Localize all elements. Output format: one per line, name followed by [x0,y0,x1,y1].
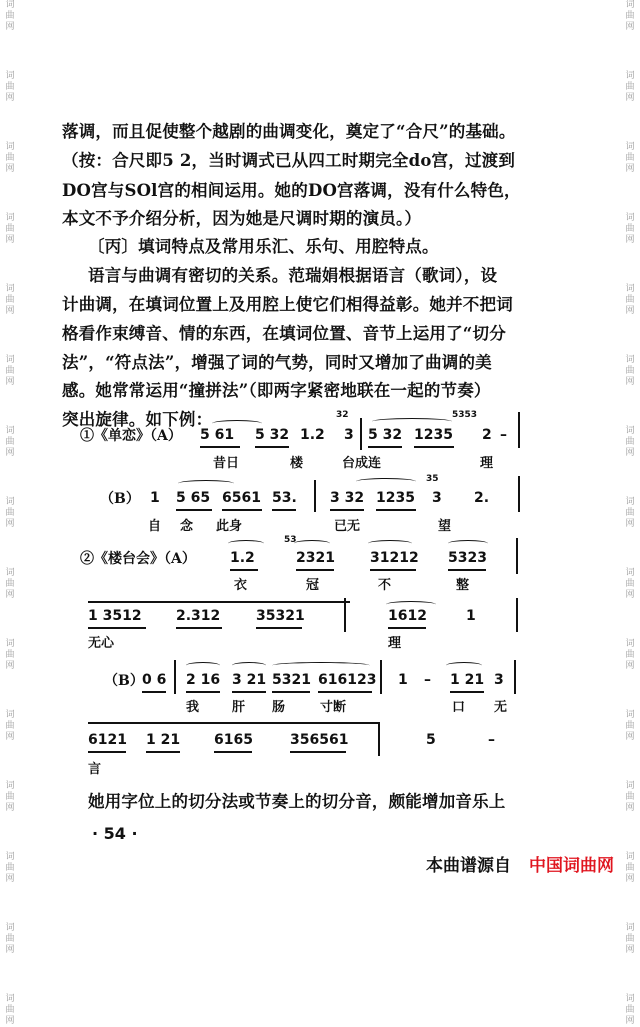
text-line-6: 语言与曲调有密切的关系。范瑞娟根据语言（歌词），设 [88,266,498,285]
note-group: – [500,427,507,443]
grace-note: 53 [284,535,297,545]
source-prefix: 本曲谱源自 [426,856,511,876]
note-group: 1 21 [146,732,181,748]
barline [378,722,380,756]
lyric: 整 [456,578,470,593]
tie [232,662,266,669]
lyric: 无心 [88,636,115,651]
barline [518,412,520,448]
beam [370,569,416,571]
note-group: 1235 [414,427,453,443]
closing-line: 她用字位上的切分法或节奏上的切分音，颇能增加音乐上 [88,792,506,811]
lyric: 不 [378,578,392,593]
note-group: 1 3512 [88,608,142,624]
note-group: 1.2 [300,427,325,443]
lyric: 昔日 [213,456,240,471]
tie [228,540,264,547]
note-group: 5 65 [176,490,211,506]
note-group: 6165 [214,732,253,748]
tie [448,540,488,547]
tie [446,662,482,669]
lyric: 无 [494,700,508,715]
note-group: – [424,672,431,688]
beam [186,691,220,693]
note-group: 5323 [448,550,487,566]
note-group: 3 21 [232,672,267,688]
lyric: 寸断 [320,700,347,715]
lyric: 楼 [290,456,304,471]
lyric: 肠 [272,700,286,715]
tie [272,662,370,669]
barline [516,538,518,574]
page-number: · 54 · [92,824,138,843]
tie [178,480,234,487]
source-credit [426,851,614,876]
beam [376,509,416,511]
beam [222,509,262,511]
note-group: 2. [474,490,490,506]
note-group: 5 32 [255,427,290,443]
beam [448,569,486,571]
phrase-line [88,601,350,603]
note-group: 1.2 [230,550,255,566]
note-group: 2321 [296,550,335,566]
note-group: 3 32 [330,490,365,506]
beam [318,691,372,693]
beam [88,751,126,753]
watermark-left: 词曲网 词曲网 词曲网 词曲网 词曲网 词曲网 词曲网 词曲网 词曲网 词曲网 词曲网 词曲网 词曲网 词曲网 词曲网 [5,0,15,1026]
note-group: 5321 [272,672,311,688]
beam [230,569,258,571]
phrase-line [88,722,378,724]
text-line-4: 本文不予介绍分析，因为她是尺调时期的演员。） [62,209,422,228]
note-group: 1612 [388,608,427,624]
lyric: 台成连 [342,456,382,471]
lyric: 望 [438,519,452,534]
beam [146,751,180,753]
beam [214,751,252,753]
tie [386,601,436,608]
example-1b-label: （B） [100,491,140,507]
text-line-7: 计曲调，在填词位置上及用腔上使它们相得益彰。她并不把词 [62,295,513,314]
lyric: 衣 [234,578,248,593]
grace-note: 5353 [452,410,478,420]
beam [176,627,222,629]
lyric: 我 [186,700,200,715]
barline [344,598,346,632]
note-group: 5 [426,732,436,748]
barline [514,660,516,694]
note-group: 2.312 [176,608,221,624]
text-line-3: DO宫与SOl宫的相间运用。她的DO宫落调，没有什么特色， [62,181,521,200]
note-group: 5 61 [200,427,235,443]
note-group: – [488,732,495,748]
beam [176,509,212,511]
note-group: 1 [398,672,408,688]
note-group: 1 [466,608,476,624]
beam [88,627,146,629]
beam [414,446,454,448]
text-line-2: （按：合尺即5 2，当时调式已从四工时期完全do宫，过渡到 [62,151,516,170]
beam [272,691,310,693]
lyric: 自 [148,519,162,534]
note-group: 2 [482,427,492,443]
beam [450,691,484,693]
beam [272,509,296,511]
tie [356,478,416,485]
tie [372,418,452,425]
barline [380,660,382,694]
note-group: 0 6 [142,672,167,688]
note-group: 3 [494,672,504,688]
barline [518,476,520,512]
watermark-right: 词曲网 词曲网 词曲网 词曲网 词曲网 词曲网 词曲网 词曲网 词曲网 词曲网 词曲网 词曲网 词曲网 词曲网 词曲网 [625,0,635,1026]
text-line-5: 〔丙〕填词特点及常用乐汇、乐句、用腔特点。 [88,237,439,256]
barline [360,418,362,450]
text-line-11: 突出旋律。如下例： [62,410,213,429]
note-group: 6561 [222,490,261,506]
beam [256,627,302,629]
beam [388,627,426,629]
text-line-10: 感。她常常运用“撞拼法”（即两字紧密地联在一起的节奏） [62,381,491,400]
lyric: 肝 [232,700,246,715]
note-group: 3 [432,490,442,506]
note-group: 1 21 [450,672,485,688]
text-line-9: 法”，“符点法”，增强了词的气势，同时又增加了曲调的美 [62,353,492,372]
example-2-label: ②《楼台会》（A） [80,551,196,567]
text-line-1: 落调，而且促使整个越剧的曲调变化，奠定了“合尺”的基础。 [62,122,516,141]
lyric: 理 [388,636,402,651]
lyric: 此身 [216,519,243,534]
lyric: 已无 [334,519,361,534]
beam [290,751,346,753]
grace-note: 35 [426,474,439,484]
note-group: 53. [272,490,297,506]
lyric: 理 [480,456,494,471]
beam [255,446,289,448]
tie [212,420,262,427]
note-group: 1235 [376,490,415,506]
lyric: 言 [88,762,102,777]
note-group: 3 [344,427,354,443]
beam [142,691,166,693]
note-group: 356561 [290,732,349,748]
lyric: 冠 [306,578,320,593]
note-group: 2 16 [186,672,221,688]
text-line-8: 格看作束缚音、情的东西，在填词位置、音节上运用了“切分 [62,324,506,343]
grace-note: 32 [336,410,349,420]
beam [368,446,402,448]
barline [314,480,316,512]
tie [368,540,412,547]
beam [232,691,266,693]
note-group: 6121 [88,732,127,748]
beam [330,509,364,511]
tie [186,662,220,669]
source-brand-link[interactable]: 中国词曲网 [529,856,614,876]
example-1-label: ①《单恋》（A） [80,428,182,444]
note-group: 35321 [256,608,305,624]
note-group: 1 [150,490,160,506]
barline [516,598,518,632]
tie [294,540,330,547]
lyric: 念 [180,519,194,534]
beam [296,569,334,571]
note-group: 31212 [370,550,419,566]
beam [200,446,240,448]
note-group: 5 32 [368,427,403,443]
example-2b-label: （B） [104,673,144,689]
note-group: 616123 [318,672,377,688]
lyric: 口 [452,700,466,715]
barline [174,660,176,694]
